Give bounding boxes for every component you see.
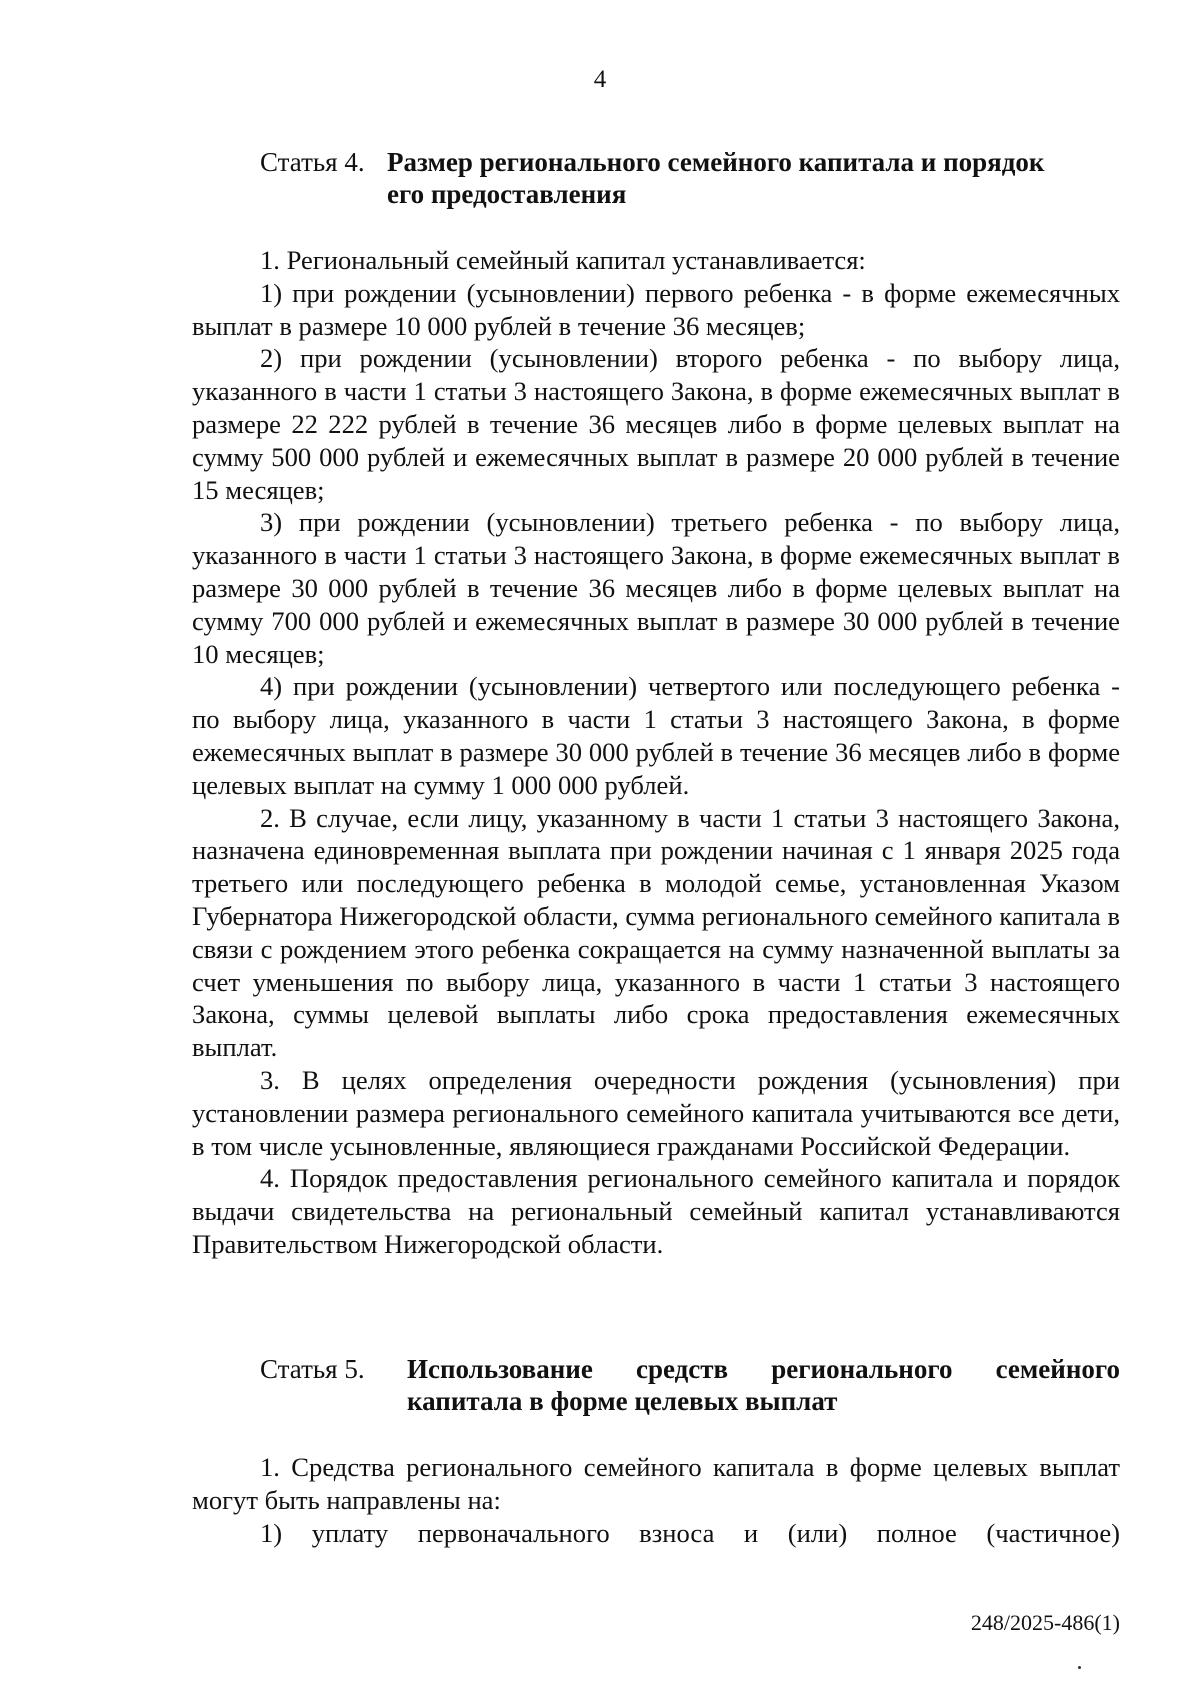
article-4-body (192, 244, 1120, 1261)
paragraph: 2. В случае, если лицу, указанному в части 1 статьи 3 настоящего Закона, назначена единовременная выплата при рождении начиная с 1 января 2025 года третьего или последующего ребенка в молодой семье, установленная Указом Губернатора Нижегородской области, сумма регионального семейного капитала в связи с рождением этого ребенка сокращается на сумму назначенной выплаты за счет уменьшения по выбору лица, указанного в части 1 статьи 3 настоящего Закона, суммы целевой выплаты либо срока предоставления ежемесячных выплат. (192, 802, 1120, 1063)
article-5-prefix: Статья 5. (260, 1354, 365, 1384)
paragraph: 2) при рождении (усыновлении) второго ребенка - по выбору лица, указанного в части 1 статьи 3 настоящего Закона, в форме ежемесячных выплат в размере 22 222 рублей в течение 36 месяцев либо в форме целевых выплат на сумму 500 000 рублей и ежемесячных выплат в размере 20 000 рублей в течение 15 месяцев; (192, 343, 1120, 505)
article-5-body (192, 1451, 1120, 1549)
page-number: 4 (593, 66, 607, 93)
paragraph: 1) уплату первоначального взноса и (или) полное (частичное) (260, 1517, 1120, 1548)
paragraph: 3. В целях определения очередности рождения (усыновления) при установлении размера регионального семейного капитала учитываются все дети, в том числе усыновленные, являющиеся гражданами Российской Федерации. (192, 1064, 1120, 1161)
article-4-prefix: Статья 4. (260, 147, 365, 177)
article-4-title-line1: Размер регионального семейного капитала и порядок (387, 147, 1045, 177)
article-5-title-line2: капитала в форме целевых выплат (407, 1386, 838, 1416)
paragraph: 3) при рождении (усыновлении) третьего ребенка - по выбору лица, указанного в части 1 статьи 3 настоящего Закона, в форме ежемесячных выплат в размере 30 000 рублей в течение 36 месяцев либо в форме целевых выплат на сумму 700 000 рублей и ежемесячных выплат в размере 30 000 рублей в течение 10 месяцев; (192, 507, 1120, 669)
article-4-heading (260, 146, 1120, 210)
paragraph: 1. Региональный семейный капитал устанавливается: (260, 245, 866, 275)
article-5-heading (260, 1353, 1120, 1417)
article-5-title-line1: Использование средств регионального семейного (407, 1354, 1120, 1384)
paragraph: 1) при рождении (усыновлении) первого ребенка - в форме ежемесячных выплат в размере 10 000 рублей в течение 36 месяцев; (192, 277, 1120, 341)
paragraph: 1. Средства регионального семейного капитала в форме целевых выплат могут быть направлены на: (192, 1452, 1120, 1515)
document-code: 248/2025-486(1) (970, 1610, 1120, 1635)
article-4-title-line2: его предоставления (387, 179, 627, 209)
article-5-heading-line1 (260, 1353, 1120, 1385)
paragraph: 4) при рождении (усыновлении) четвертого или последующего ребенка - по выбору лица, указанного в части 1 статьи 3 настоящего Закона, в форме ежемесячных выплат в размере 30 000 рублей в течение 36 месяцев либо в форме целевых выплат на сумму 1 000 000 рублей. (192, 671, 1120, 800)
paragraph: 4. Порядок предоставления регионального семейного капитала и порядок выдачи свидетельства на региональный семейный капитал устанавливаются Правительством Нижегородской области. (192, 1163, 1120, 1259)
scan-speck (1078, 1666, 1081, 1669)
